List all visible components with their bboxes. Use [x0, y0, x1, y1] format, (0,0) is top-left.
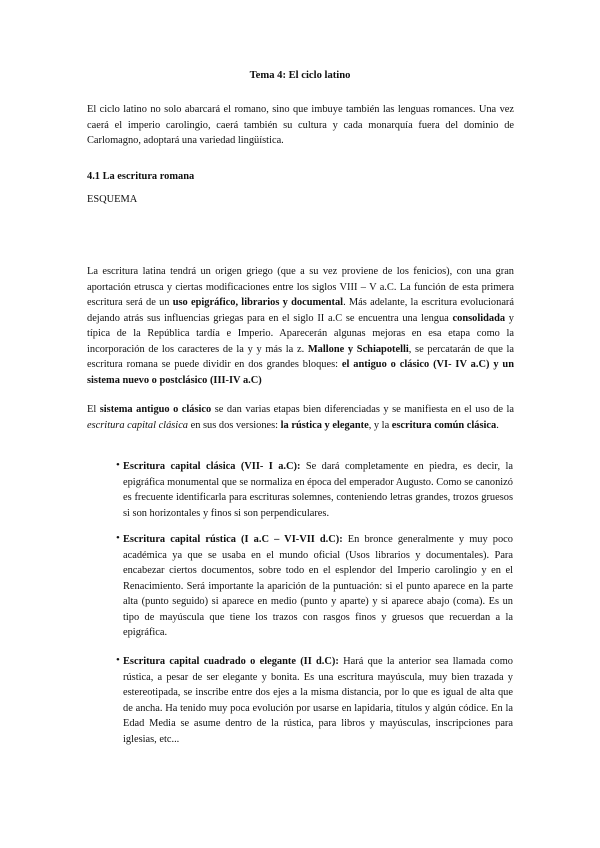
intro-paragraph: El ciclo latino no solo abarcará el romano, sino que imbuye también las lenguas romances. Una vez caerá el imperio carolingio, caerá también su cultura y cada monarquía fuera del dominio de Carlomagno, adoptará una variedad lingüística. — [87, 104, 514, 146]
text-run: y típica de la República tardía e Imperio. Aparecerán algunas mejoras en esa etapa como la incorporación de los caracteres de la y y más la z. — [87, 312, 514, 355]
bold-run: Escritura capital clásica (VII- I a.C): — [123, 461, 301, 472]
text-run: , y la — [368, 419, 392, 431]
text-run: Hará que la anterior sea llamada como rústica, a pesar de ser elegante y bonita. Es una escritura mayúscula, muy bien trazada y estereotipada, se inscribe entre dos ejes a la misma distancia, por lo que es igual de alta que de ancha. Ha tenido muy poca evolución por usarse en lapidaria, títulos y algún códice. En la Edad Media se asume dentro de la rústica, para libros y mayúsculas, inscripciones para iglesias, etc... — [123, 656, 514, 745]
text-run: . — [496, 419, 499, 431]
bullet-dot-icon: • — [116, 459, 120, 471]
list-item-text — [123, 654, 513, 747]
esquema-label: ESQUEMA — [87, 194, 138, 205]
text-run: . Más adelante, la escritura evolucionará dejando atrás sus influencias griegas para en el siglo II a.C se encuentra una lengua — [87, 297, 514, 324]
bold-run: Escritura capital rústica (I a.C – VI-VII d.C): — [123, 534, 343, 545]
bold-run: sistema antiguo o clásico — [99, 404, 212, 415]
text-run: se dan varias etapas bien diferenciadas y se manifiesta en el uso de la — [211, 404, 514, 415]
text-run: , se percatarán de que la escritura romana se puede dividir en dos grandes bloques: — [87, 343, 514, 370]
bold-run: la rústica y elegante — [280, 419, 369, 431]
paragraph-sistema-antiguo — [87, 402, 514, 433]
text-run: El — [87, 404, 100, 415]
page-title: Tema 4: El ciclo latino — [249, 70, 351, 81]
text-run: en sus dos versiones: — [188, 419, 281, 431]
bullet-dot-icon: • — [116, 532, 120, 544]
bold-run: Mallone y Schiapotelli — [307, 343, 409, 355]
list-item-text — [123, 459, 513, 521]
text-run: La escritura latina tendrá un origen griego (que a su vez proviene de los fenicios), con una gran aportación etrusca y ciertas modificaciones entre los siglos VIII – V a.C. La función de esta primera escritura será de un — [87, 266, 514, 308]
text-run: En bronce generalmente y muy poco académica ya que se usaba en el mundo oficial (Usos librarios y documentales). Para encabezar ciertos documentos, sobre todo en el esplendor del Imperio carolingio y en el Renacimiento. Será importante la aparición de la puntuación: si el punto aparece en la parte alta (punto seguido) si aparece en medio (punto y aparte) y si aparece abajo (coma). Es un tipo de mayúscula que tiene los trazos con rasgos finos y gruesos que recuerdan a la epigráfica. — [123, 534, 513, 638]
bold-run: uso epigráfico, librarios y documental — [172, 297, 344, 308]
bold-run: el antiguo o clásico (VI- IV a.C) y un sistema nuevo o postclásico (III-IV a.C) — [87, 359, 514, 386]
bold-run: consolidada — [452, 312, 506, 324]
section-heading: 4.1 La escritura romana — [87, 171, 195, 182]
italic-run: escritura capital clásica — [87, 419, 189, 431]
list-item-text — [123, 532, 513, 641]
bold-run: escritura común clásica — [391, 419, 497, 431]
bold-run: Escritura capital cuadrado o elegante (II d.C): — [123, 656, 339, 667]
text-run: Se dará completamente en piedra, es decir, la epigráfica monumental que se normaliza en época del emperador Augusto. Como se canonizó es frecuente identificarla para escrituras solemnes, conteniendo letras grandes, trozos gruesos si son horizontales y finos si son perpendiculares. — [123, 461, 513, 519]
paragraph-origin — [87, 264, 514, 388]
bullet-dot-icon: • — [116, 654, 120, 666]
